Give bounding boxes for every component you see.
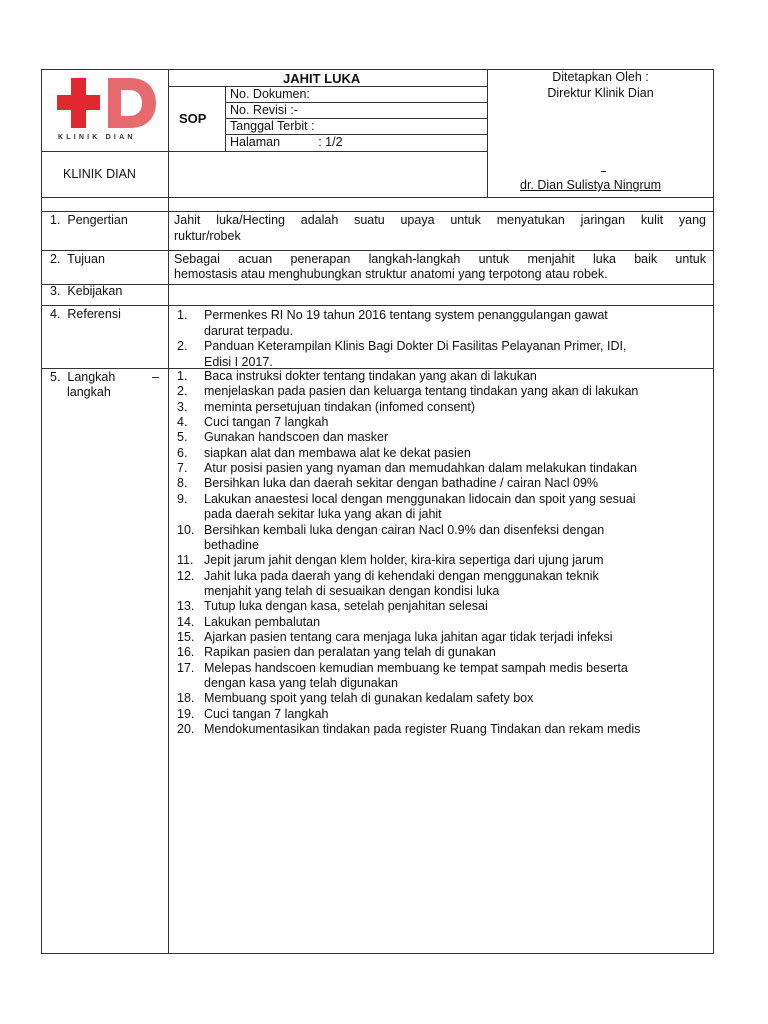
langkah-item-text: Cuci tangan 7 langkah	[204, 415, 329, 430]
langkah-item-number: 15.	[177, 629, 195, 644]
signature-mark	[601, 171, 606, 172]
border-left	[41, 69, 42, 954]
langkah-item-number: 16.	[177, 645, 195, 660]
referensi-item-number: 1.	[177, 308, 188, 322]
revision-number: No. Revisi :-	[230, 103, 299, 117]
langkah-label: langkah	[67, 385, 111, 399]
langkah-item-text: menjahit yang telah di sesuaikan dengan kondisi luka	[204, 583, 500, 598]
row-line	[41, 211, 714, 212]
referensi-item-text: Permenkes RI No 19 tahun 2016 tentang system penanggulangan gawat	[204, 308, 608, 322]
langkah-item-text: siapkan alat dan membawa alat ke dekat pasien	[204, 445, 471, 460]
referensi-item-text: Panduan Keterampilan Klinis Bagi Dokter Di Fasilitas Pelayanan Primer, IDI,	[204, 339, 627, 353]
langkah-item-text: menjelaskan pada pasien dan keluarga tentang tindakan yang akan di lakukan	[204, 384, 639, 399]
langkah-item-text: Ajarkan pasien tentang cara menjaga luka jahitan agar tidak terjadi infeksi	[204, 629, 613, 644]
sop-label: SOP	[179, 111, 207, 126]
pengertian-label: 1. Pengertian	[50, 213, 128, 227]
langkah-item-text: Jahit luka pada daerah yang di kehendaki dengan menggunakan teknik	[204, 568, 599, 583]
row-line	[41, 284, 714, 285]
approved-by-label: Ditetapkan Oleh :	[552, 70, 649, 84]
referensi-item-text: darurat terpadu.	[204, 323, 293, 338]
langkah-item-number: 12.	[177, 568, 195, 583]
pengertian-text: Jahit luka/Hecting adalah suatu upaya untuk menyatukan jaringan kulit yang	[174, 213, 706, 227]
langkah-item-number: 7.	[177, 461, 188, 476]
border-right	[713, 69, 714, 954]
langkah-item-text: Membuang spoit yang telah di gunakan kedalam safety box	[204, 691, 534, 706]
border-bottom	[41, 953, 714, 954]
row-line	[41, 305, 714, 306]
langkah-item-number: 4.	[177, 415, 188, 430]
approver-title: Direktur Klinik Dian	[547, 86, 654, 100]
langkah-item-number: 20.	[177, 722, 195, 737]
langkah-item-text: Gunakan handscoen dan masker	[204, 430, 389, 445]
langkah-item-text: bethadine	[204, 537, 259, 552]
kebijakan-label: 3. Kebijakan	[50, 284, 123, 298]
referensi-label: 4. Referensi	[50, 307, 121, 321]
langkah-item-number: 13.	[177, 599, 195, 614]
langkah-item-text: Atur posisi pasien yang nyaman dan memudahkan dalam melakukan tindakan	[204, 461, 637, 476]
langkah-item-text: Lakukan anaestesi local dengan menggunakan lidocain dan spoit yang sesuai	[204, 491, 636, 506]
referensi-item-text: Edisi I 2017.	[204, 354, 273, 369]
row-line	[41, 151, 488, 152]
pengertian-text: ruktur/robek	[174, 229, 241, 243]
langkah-item-text: Baca instruksi dokter tentang tindakan yang akan di lakukan	[204, 369, 537, 383]
tujuan-text: Sebagai acuan penerapan langkah-langkah untuk menjahit luka baik untuk	[174, 252, 706, 266]
langkah-item-number: 18.	[177, 691, 195, 706]
langkah-item-text: pada daerah sekitar luka yang akan di jahit	[204, 507, 442, 522]
langkah-item-text: meminta persetujuan tindakan (infomed consent)	[204, 399, 475, 414]
langkah-item-text: Cuci tangan 7 langkah	[204, 706, 329, 721]
clinic-logo	[52, 74, 162, 146]
langkah-item-number: 2.	[177, 384, 188, 399]
langkah-item-text: Mendokumentasikan tindakan pada register Ruang Tindakan dan rekam medis	[204, 722, 641, 737]
doc-number: No. Dokumen:	[230, 87, 310, 101]
langkah-item-number: 8.	[177, 476, 188, 491]
langkah-item-text: Tutup luka dengan kasa, setelah penjahitan selesai	[204, 599, 488, 614]
langkah-item-number: 9.	[177, 491, 188, 506]
langkah-item-number: 3.	[177, 399, 188, 414]
logo-text: KLINIK DIAN	[58, 134, 136, 141]
langkah-item-number: 1.	[177, 369, 188, 383]
langkah-item-text: Rapikan pasien dan peralatan yang telah di gunakan	[204, 645, 496, 660]
langkah-item-text: Melepas handscoen kemudian membuang ke tempat sampah medis beserta	[204, 660, 628, 675]
tujuan-text: hemostasis atau menghubungkan struktur anatomi yang terpotong atau robek.	[174, 267, 608, 281]
row-line	[41, 197, 714, 198]
approver-name: dr. Dian Sulistya Ningrum	[520, 178, 662, 192]
langkah-item-text: Jepit jarum jahit dengan klem holder, kira-kira sepertiga dari ujung jarum	[204, 553, 604, 568]
issue-date: Tanggal Terbit :	[230, 119, 315, 133]
referensi-item-number: 2.	[177, 339, 188, 353]
clinic-name: KLINIK DIAN	[63, 167, 136, 181]
page-number: Halaman : 1/2	[230, 135, 343, 149]
row-line	[41, 250, 714, 251]
langkah-label: 5. Langkah	[50, 370, 116, 384]
langkah-item-number: 11.	[177, 553, 194, 568]
column-divider	[168, 69, 169, 954]
langkah-dash: –	[152, 370, 159, 384]
tujuan-label: 2. Tujuan	[50, 252, 105, 266]
langkah-item-number: 14.	[177, 614, 195, 629]
page-title: JAHIT LUKA	[283, 71, 361, 86]
langkah-item-number: 19.	[177, 706, 195, 721]
langkah-item-text: dengan kasa yang telah digunakan	[204, 676, 398, 690]
langkah-item-text: Lakukan pembalutan	[204, 614, 321, 629]
langkah-item-text: Bersihkan luka dan daerah sekitar dengan bathadine / cairan Nacl 09%	[204, 476, 599, 491]
langkah-item-number: 17.	[177, 660, 195, 675]
langkah-item-text: Bersihkan kembali luka dengan cairan Nacl 0.9% dan disenfeksi dengan	[204, 522, 605, 537]
langkah-item-number: 5.	[177, 430, 188, 445]
langkah-item-number: 6.	[177, 445, 188, 460]
langkah-item-number: 10.	[177, 522, 195, 537]
